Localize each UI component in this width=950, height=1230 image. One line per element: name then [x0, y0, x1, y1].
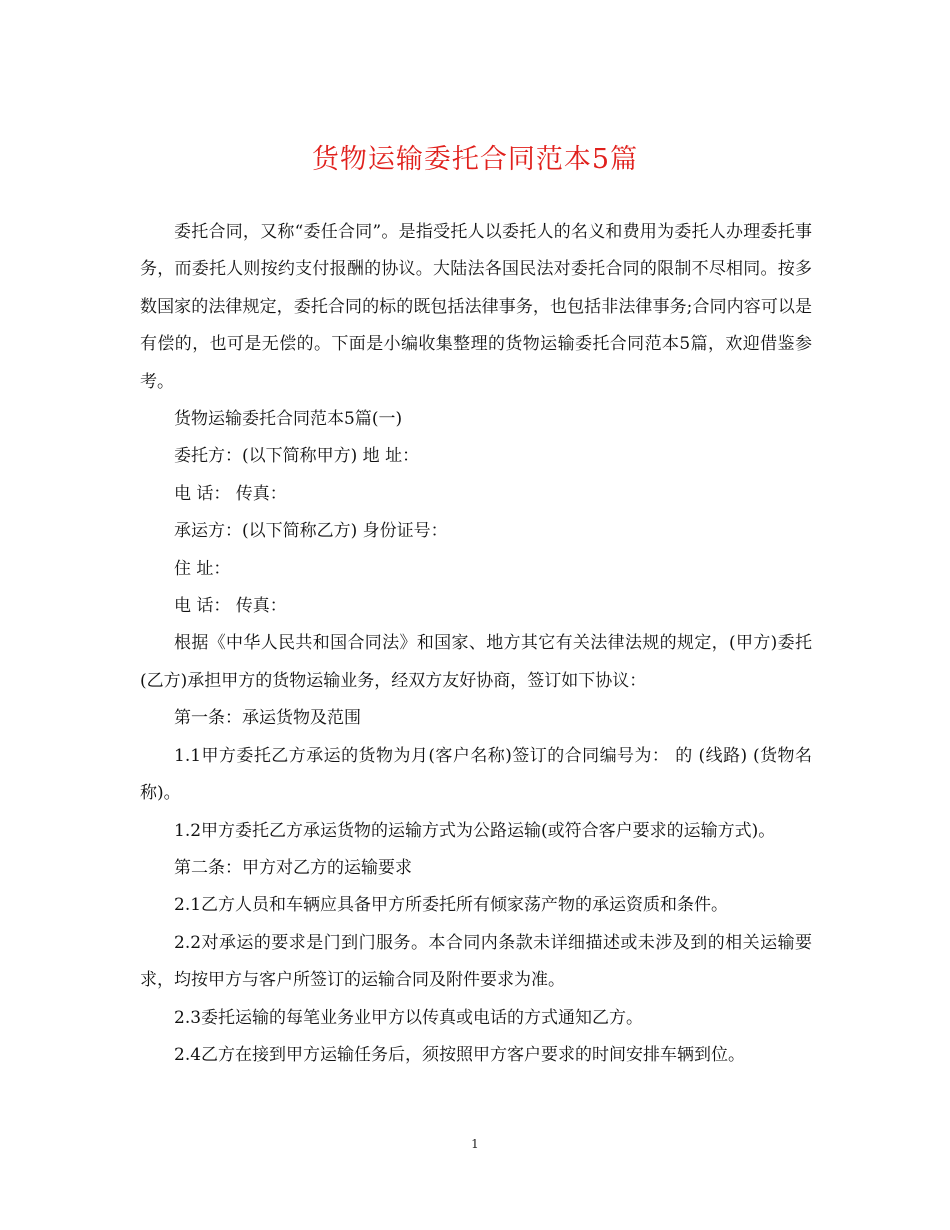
paragraph-clause-2-4: 2.4乙方在接到甲方运输任务后，须按照甲方客户要求的时间安排车辆到位。 [174, 1044, 746, 1065]
paragraph-intro: 委托合同，又称“委任合同”。是指受托人以委托人的名义和费用为委托人办理委托事务，而委托人则按约支付报酬的协议。大陆法各国民法对委托合同的限制不尽相同。按多数国家的法律规定，委托合同的标的既包括法律事务，也包括非法律事务;合同内容可以是有偿的，也可是无偿的。下面是小编收集整理的货物运输委托合同范本5篇，欢迎借鉴参考。 [140, 222, 812, 392]
document-title: 货物运输委托合同范本5篇 [311, 144, 639, 175]
paragraph-clause-2-1: 2.1乙方人员和车辆应具备甲方所委托所有倾家荡产物的承运资质和条件。 [174, 895, 729, 916]
paragraph-client-phone: 电 话： 传真： [174, 483, 287, 504]
paragraph-clause-2-3: 2.3委托运输的每笔业务业甲方以传真或电话的方式通知乙方。 [174, 1007, 644, 1028]
paragraph-article-1: 第一条：承运货物及范围 [174, 708, 361, 729]
paragraph-article-2: 第二条：甲方对乙方的运输要求 [174, 857, 412, 878]
paragraph-clause-1-2: 1.2甲方委托乙方承运货物的运输方式为公路运输(或符合客户要求的运输方式)。 [174, 820, 776, 841]
paragraph-clause-2-2: 2.2对承运的要求是门到门服务。本合同内条款未详细描述或未涉及到的相关运输要求，均按甲方与客户所签订的运输合同及附件要求为准。 [140, 932, 812, 991]
paragraph-carrier-address: 住 址： [174, 558, 231, 579]
paragraph-legal-basis: 根据《中华人民共和国合同法》和国家、地方其它有关法律法规的规定，(甲方)委托 (乙方)承担甲方的货物运输业务，经双方友好协商，签订如下协议： [140, 633, 812, 691]
paragraph-contract-heading: 货物运输委托合同范本5篇(一) [174, 409, 403, 430]
paragraph-carrier-party: 承运方：(以下简称乙方) 身份证号： [174, 521, 448, 542]
paragraph-carrier-phone: 电 话： 传真： [174, 596, 287, 617]
document-body [140, 214, 812, 1074]
paragraph-client-party: 委托方：(以下简称甲方) 地 址： [174, 446, 420, 467]
paragraph-clause-1-1: 1.1甲方委托乙方承运的货物为月(客户名称)签订的合同编号为： 的 (线路) (货物名称)。 [140, 745, 812, 804]
page-number: 1 [471, 1137, 479, 1151]
